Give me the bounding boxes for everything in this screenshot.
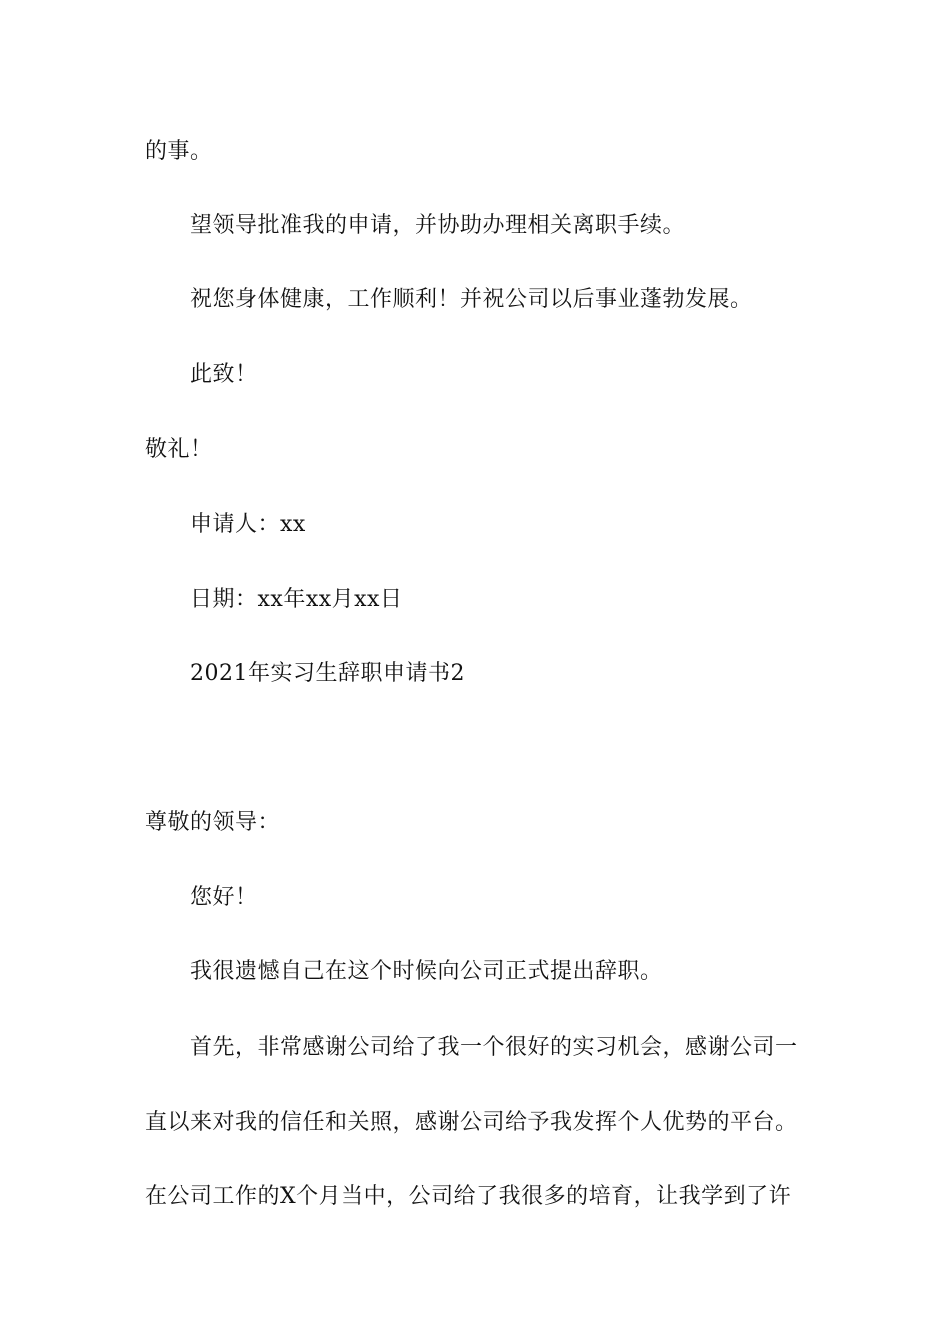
text-line: 祝您身体健康，工作顺利！并祝公司以后事业蓬勃发展。 — [190, 287, 753, 312]
text-line: 在公司工作的X个月当中，公司给了我很多的培育，让我学到了许 — [145, 1184, 792, 1209]
text-line: 日期：xx年xx月xx日 — [190, 587, 403, 612]
text-line: 申请人：xx — [190, 512, 306, 537]
text-line: 望领导批准我的申请，并协助办理相关离职手续。 — [190, 213, 686, 238]
greeting: 您好！ — [190, 885, 258, 910]
text-line: 敬礼！ — [145, 437, 213, 462]
text-line: 我很遗憾自己在这个时候向公司正式提出辞职。 — [190, 959, 663, 984]
text-line: 直以来对我的信任和关照，感谢公司给予我发挥个人优势的平台。 — [145, 1110, 798, 1135]
document-heading: 2021年实习生辞职申请书2 — [190, 661, 465, 686]
text-line: 的事。 — [145, 139, 213, 164]
text-line: 首先，非常感谢公司给了我一个很好的实习机会，感谢公司一 — [190, 1035, 798, 1060]
salutation: 尊敬的领导： — [145, 810, 281, 835]
text-line: 此致！ — [190, 362, 258, 387]
